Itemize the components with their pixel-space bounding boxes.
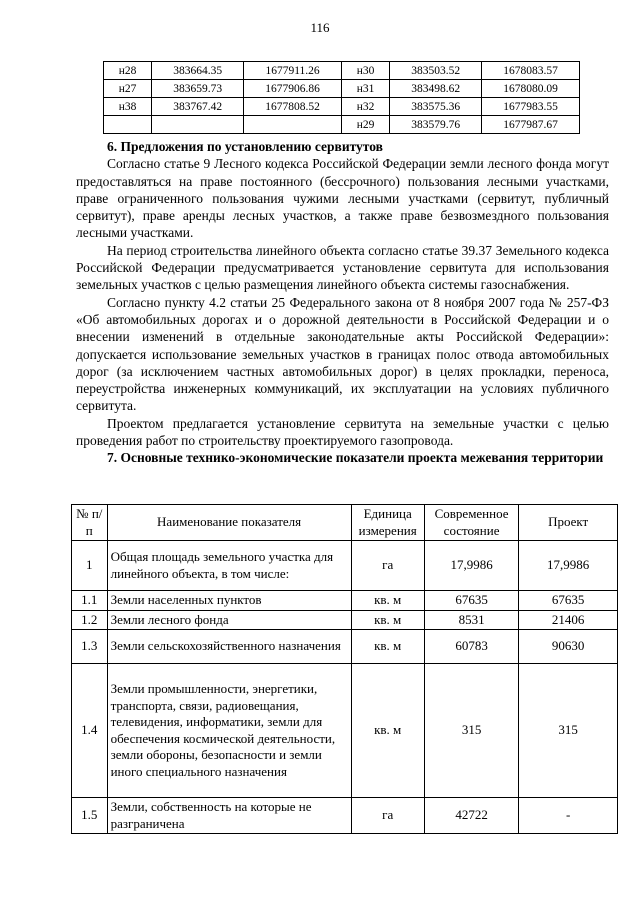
table-cell: н27 (104, 80, 152, 98)
project-value: - (519, 798, 618, 834)
table-cell: н30 (341, 62, 389, 80)
table-row (104, 116, 580, 134)
table-header-row (72, 505, 618, 541)
unit: га (351, 541, 424, 591)
paragraph: Согласно пункту 4.2 статьи 25 Федерального закона от 8 ноября 2007 года № 257-ФЗ «Об автомобильных дорогах и о дорожной деятельности в Российской Федерации и о внесении изменений в отдельные законодательные акты Российской Федерации»: допускается использование земельных участков в границах полос отвода автомобильных дорог (за исключением частных автомобильных дорог) в целях прокладки, переноса, переустройства инженерных коммуникаций, их эксплуатации на условиях публичного сервитута. (76, 294, 609, 414)
table-cell: 383664.35 (152, 62, 244, 80)
row-number: 1.1 (72, 591, 108, 611)
row-number: 1.4 (72, 664, 108, 798)
current-value: 67635 (424, 591, 519, 611)
table-cell: 1677911.26 (244, 62, 342, 80)
header-unit: Единица измерения (351, 505, 424, 541)
indicators-table (71, 504, 618, 834)
indicator-name: Общая площадь земельного участка для линейного объекта, в том числе: (107, 541, 351, 591)
indicator-name: Земли сельскохозяйственного назначения (107, 630, 351, 664)
table-cell: 1677808.52 (244, 98, 342, 116)
table-row (72, 798, 618, 834)
current-value: 8531 (424, 610, 519, 630)
project-value: 67635 (519, 591, 618, 611)
table-cell (104, 116, 152, 134)
section-6-heading: 6. Предложения по установлению сервитутов (107, 139, 383, 154)
unit: кв. м (351, 664, 424, 798)
paragraph: Проектом предлагается установление сервитута на земельные участки с целью проведения работ по строительству проектируемого газопровода. (76, 415, 609, 449)
current-value: 17,9986 (424, 541, 519, 591)
indicator-name: Земли, собственность на которые не разграничена (107, 798, 351, 834)
table-cell: 383659.73 (152, 80, 244, 98)
unit: кв. м (351, 591, 424, 611)
table-cell (244, 116, 342, 134)
table-cell: 1678083.57 (482, 62, 580, 80)
project-value: 315 (519, 664, 618, 798)
table-row (72, 664, 618, 798)
header-project: Проект (519, 505, 618, 541)
table-cell: 1677906.86 (244, 80, 342, 98)
table-cell: н38 (104, 98, 152, 116)
table-row (72, 630, 618, 664)
table-cell: н28 (104, 62, 152, 80)
paragraph: На период строительства линейного объекта согласно статье 39.37 Земельного кодекса Российской Федерации предусматривается установление сервитута для использования земельных участков с целью размещения линейного объекта системы газоснабжения. (76, 242, 609, 293)
table-cell: н29 (341, 116, 389, 134)
indicator-name: Земли лесного фонда (107, 610, 351, 630)
table-row (104, 98, 580, 116)
table-cell: 1677983.55 (482, 98, 580, 116)
current-value: 315 (424, 664, 519, 798)
paragraph: Согласно статье 9 Лесного кодекса Российской Федерации земли лесного фонда могут предоставляться на праве постоянного (бессрочного) пользования лесными участками, праве ограниченного пользования чужими лесными участками (сервитут, публичный сервитут), праве аренды лесных участков, а также праве безвозмездного пользования лесными участками. (76, 156, 609, 241)
table-cell: 1677987.67 (482, 116, 580, 134)
table-row (72, 541, 618, 591)
project-value: 90630 (519, 630, 618, 664)
coordinates-table (103, 61, 580, 134)
header-num: № п/п (72, 505, 108, 541)
table-row (72, 591, 618, 611)
table-cell: н32 (341, 98, 389, 116)
unit: кв. м (351, 610, 424, 630)
table-row (72, 610, 618, 630)
row-number: 1.3 (72, 630, 108, 664)
table-cell: 383767.42 (152, 98, 244, 116)
row-number: 1.5 (72, 798, 108, 834)
header-name: Наименование показателя (107, 505, 351, 541)
project-value: 21406 (519, 610, 618, 630)
table-cell: 1678080.09 (482, 80, 580, 98)
unit: кв. м (351, 630, 424, 664)
indicator-name: Земли населенных пунктов (107, 591, 351, 611)
table-cell: 383579.76 (390, 116, 482, 134)
table-cell: 383575.36 (390, 98, 482, 116)
indicator-name: Земли промышленности, энергетики, транспорта, связи, радиовещания, телевидения, информатики, земли для обеспечения космической деятельности, земли обороны, безопасности и земли иного специального назначения (107, 664, 351, 798)
table-cell: н31 (341, 80, 389, 98)
section-7-heading: 7. Основные технико-экономические показатели проекта межевания территории (107, 450, 604, 466)
current-value: 60783 (424, 630, 519, 664)
table-row (104, 80, 580, 98)
table-cell (152, 116, 244, 134)
table-row (104, 62, 580, 80)
row-number: 1 (72, 541, 108, 591)
project-value: 17,9986 (519, 541, 618, 591)
header-current: Современное состояние (424, 505, 519, 541)
page-number: 116 (310, 20, 330, 35)
table-cell: 383503.52 (390, 62, 482, 80)
unit: га (351, 798, 424, 834)
table-cell: 383498.62 (390, 80, 482, 98)
text-body (76, 138, 609, 467)
row-number: 1.2 (72, 610, 108, 630)
current-value: 42722 (424, 798, 519, 834)
